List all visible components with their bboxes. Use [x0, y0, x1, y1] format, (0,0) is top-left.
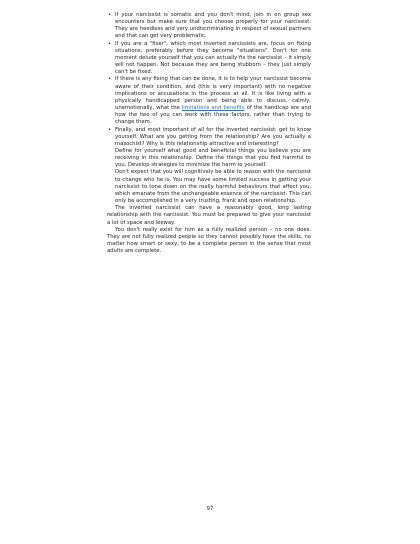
- bullet-icon: •: [108, 40, 112, 47]
- sub-paragraph: Don't expect that you will cognitively be able to reason with the narcissist to change who he is. You may have some limited success in getting your narcissist to tone down on the really harmful behaviours that affect you, which emanate from the unchangeable essence of the narcissist. This can only be accomplished in a very trusting, frank and open relationship.: [115, 169, 311, 205]
- bullet-text: Finally, and most important of all for the inverted narcissist: get to know yourself. What are you getting from the relationship? Are you actually a masochist? Why is this relationship attractive and interesting?: [115, 126, 311, 147]
- bullet-list: [107, 12, 311, 148]
- body-paragraph: You don't really exist for him as a fully realized person – no one does. They are not fully realized people so they cannot possibly have the skills, no matter how smart or sexy, to be a complete person in the sense that most adults are complete.: [107, 226, 311, 255]
- bullet-icon: •: [108, 12, 112, 18]
- bullet-icon: •: [108, 126, 112, 133]
- bullet-text: of the handicap are and how the two of you can work with these factors, rather than trying to change them.: [115, 105, 311, 126]
- list-item: [107, 12, 311, 41]
- body-paragraph: The inverted narcissist can have a reasonably good, long lasting relationship with the narcissist. You must be prepared to give your narcissist a lot of space and leeway.: [107, 205, 311, 226]
- sub-paragraph: Define for yourself what good and beneficial things you believe you are receiving in this relationship. Define the things that you find harmful to you. Develop strategies to minimize the harm to yourself.: [115, 147, 311, 169]
- bullet-text: If there is any fixing that can be done, it is to help your narcissist become aware of their condition, and (this is very important) with no negative implications or accusations in the process at all. It is like living with a physically handicapped person and being able to discuss, calmly, unemotionally, what the: [115, 76, 311, 112]
- page-body: [107, 12, 311, 255]
- list-item: [107, 41, 311, 77]
- list-item: [107, 76, 311, 126]
- page-number: 97: [206, 506, 214, 512]
- bullet-text: If your narcissist is somatic and you don't mind, join in on group sex encounters but make sure that you choose properly for your narcissist. They are heedless and very undiscriminating in respect of sexual partners and that can get very problematic.: [115, 12, 311, 40]
- limitations-benefits-link[interactable]: limitations and benefits: [181, 105, 245, 112]
- bullet-text: If you are a "fixer", which most inverted narcissists are, focus on fixing situations, preferably before they become "situations". Don't for one moment delude yourself that you can actually fix the narcissist – it simply will not happen. Not because they are being stubborn – they just simply can't be fixed.: [115, 40, 311, 76]
- list-item: [107, 127, 311, 148]
- bullet-icon: •: [108, 76, 112, 83]
